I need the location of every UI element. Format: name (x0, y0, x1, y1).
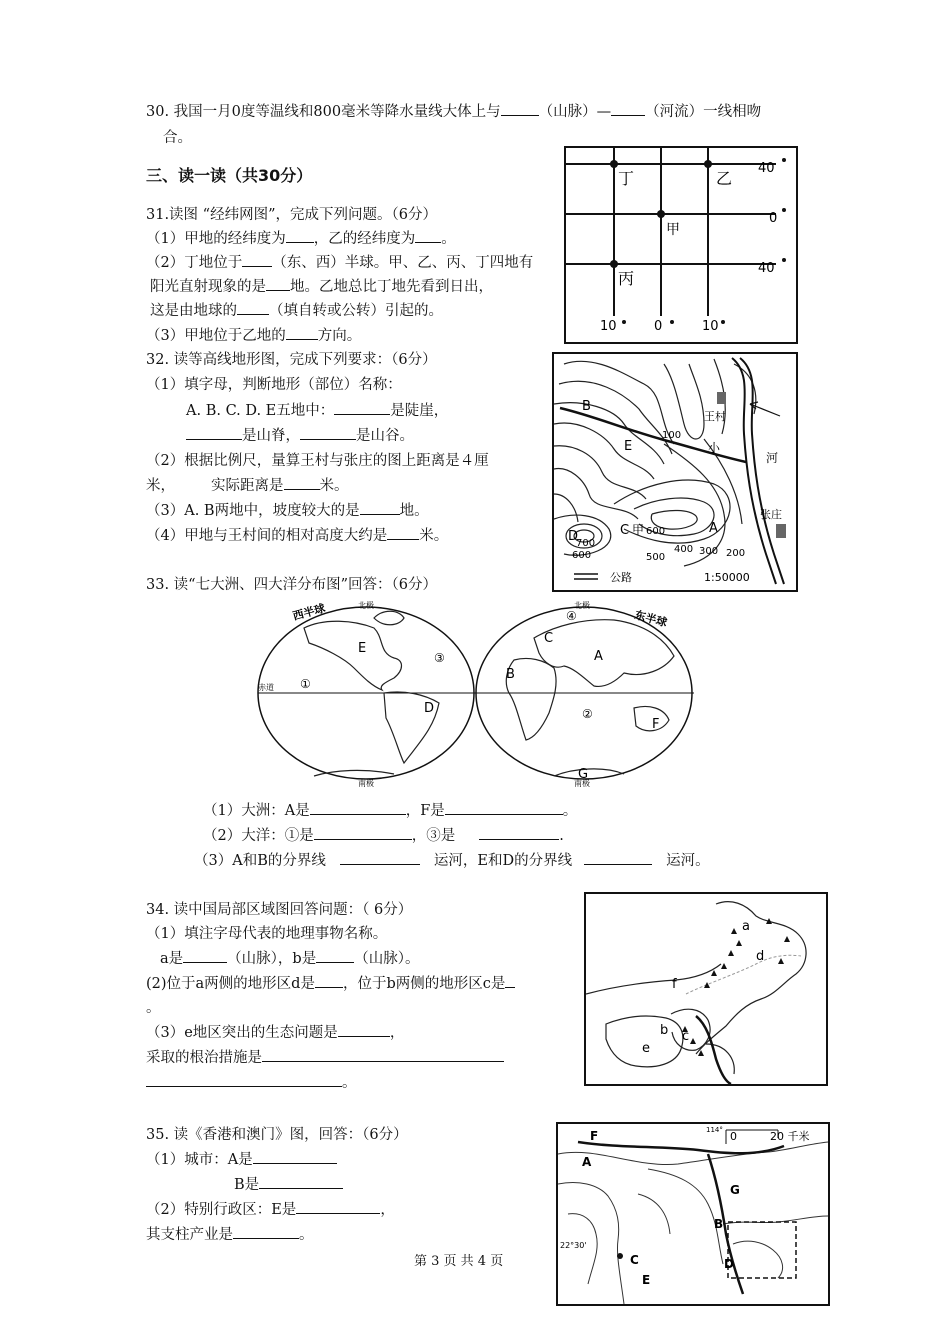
lon-mid: 0 (654, 319, 663, 334)
q34-line7: 。 (146, 1071, 357, 1092)
q31-blank-2[interactable] (415, 228, 441, 243)
contour-600a: 600 (646, 526, 666, 537)
label-south-1: 南极 (358, 779, 374, 788)
zhangzhuang-marker (776, 524, 786, 538)
label-north-2: 北极 (574, 601, 590, 610)
q33-blank-4[interactable] (479, 825, 559, 840)
hk-macau-map (556, 1122, 830, 1306)
label-jia: 甲 (632, 523, 645, 537)
label-A: A (582, 1155, 592, 1169)
q34-line3: (2)位于a两侧的地形区d是 ，位于b两侧的地形区c是 (146, 972, 515, 993)
q31-line4: 这是由地球的 （填自转或公转）引起的。 (150, 299, 443, 320)
label-d: d (756, 949, 765, 964)
q35-line4: 其支柱产业是 。 (146, 1223, 314, 1244)
q33-title: 33. 读“七大洲、四大洋分布图”回答：（6分） (146, 577, 437, 593)
lon-left: 10 (600, 319, 617, 334)
q35-blank-1[interactable] (253, 1149, 337, 1164)
q31-blank-1[interactable] (286, 228, 314, 243)
q32-line4: （2）根据比例尺，量算王村与张庄的图上距离是４厘 (146, 453, 489, 469)
label-E: E (358, 641, 367, 656)
label-C: C (630, 1253, 639, 1267)
label-jia: 甲 (666, 222, 680, 238)
label-F: F (652, 717, 660, 732)
label-G: G (578, 767, 589, 782)
hk-boundary (728, 1222, 796, 1278)
label-bing: 丙 (618, 269, 635, 288)
q35-blank-2[interactable] (259, 1174, 343, 1189)
point-bing (610, 260, 618, 268)
q35-blank-3[interactable] (296, 1199, 380, 1214)
q32-blank-5[interactable] (360, 500, 400, 515)
q30-line2: 合。 (163, 130, 192, 146)
section-heading: 三、读一读（共30分） (146, 166, 313, 185)
china-region-map (584, 892, 828, 1086)
q34-line2: a是 （山脉），b是 （山脉）。 (160, 947, 419, 968)
label-east: 东半球 (633, 608, 669, 630)
q35-line1: （1）城市：A是 (146, 1148, 337, 1169)
point-yi (704, 160, 712, 168)
label-ocean-4: ④ (566, 609, 577, 623)
q32-blank-1[interactable] (334, 400, 390, 415)
legend-road: 公路 (610, 571, 632, 584)
q32-blank-6[interactable] (387, 525, 419, 540)
label-ocean-2: ② (582, 707, 593, 721)
label-e: e (642, 1041, 650, 1056)
contour-700: 700 (576, 538, 596, 549)
label-A: A (594, 649, 603, 664)
q34-blank-7[interactable] (146, 1072, 342, 1087)
label-b: b (660, 1023, 669, 1038)
q33-blank-2[interactable] (445, 800, 563, 815)
q34-line4: 。 (146, 1000, 161, 1016)
lat-top: 40 (758, 161, 775, 176)
q32-blank-4[interactable] (284, 475, 320, 490)
q32-line2: A. B. C. D. E五地中： 是陡崖， (186, 399, 448, 420)
label-E: E (642, 1273, 651, 1287)
q35-blank-4[interactable] (233, 1224, 299, 1239)
q31-blank-6[interactable] (286, 325, 318, 340)
q31-line2: （2）丁地位于 （东、西）半球。甲、乙、丙、丁四地有 (146, 251, 533, 272)
q33-line3: （3）A和B的分界线 运河，E和D的分界线 运河。 (194, 849, 710, 870)
q33-line1: （1）大洲：A是 ，F是 。 (203, 799, 577, 820)
label-he: 河 (766, 451, 779, 465)
label-b: B (582, 399, 591, 414)
q30-blank-1[interactable] (501, 101, 539, 116)
scale-20: 20 千米 (770, 1130, 810, 1143)
q34-blank-1[interactable] (183, 948, 227, 963)
scale-zero: 0 (730, 1130, 737, 1143)
label-B: B (714, 1217, 724, 1231)
q31-line3: 阳光直射现象的是 地。乙地总比丁地先看到日出， (150, 275, 493, 296)
q35-line2: B是 (234, 1173, 343, 1194)
q34-line6: 采取的根治措施是 (146, 1046, 504, 1067)
label-ding: 丁 (618, 169, 635, 188)
lat-bot: 40 (758, 261, 775, 276)
label-c: C (620, 523, 630, 538)
lon-label: 114° (706, 1126, 723, 1134)
q31-blank-5[interactable] (237, 300, 269, 315)
q33-blank-3[interactable] (314, 825, 412, 840)
q34-blank-4[interactable] (505, 973, 515, 988)
contour-500: 500 (646, 552, 666, 563)
q33-line2: （2）大洋：①是 ，③是 . (203, 824, 564, 845)
q31-line5: （3）甲地位于乙地的 方向。 (146, 324, 361, 345)
contour-100: 100 (662, 430, 682, 441)
label-D: D (724, 1257, 734, 1271)
label-c: c (682, 1029, 690, 1044)
label-d: D (568, 529, 579, 544)
label-D: D (424, 701, 435, 716)
page-footer: 第 3 页 共 4 页 (414, 1254, 504, 1269)
q32-line3: 是山脊， 是山谷。 (186, 424, 414, 445)
label-west: 西半球 (291, 601, 327, 623)
label-f: f (672, 977, 677, 992)
q35-title: 35. 读《香港和澳门》图，回答：（6分） (146, 1127, 408, 1143)
label-north-1: 北极 (358, 601, 374, 610)
lon-right: 10 (702, 319, 719, 334)
label-yi: 乙 (716, 169, 733, 188)
contour-300: 300 (699, 546, 719, 557)
q31-title: 31.读图 “经纬网图”，完成下列问题。（6分） (146, 207, 437, 223)
q31-line1: （1）甲地的经纬度为 ，乙的经纬度为 。 (146, 227, 456, 248)
q32-line6: （3）A. B两地中，坡度较大的是 地。 (146, 499, 429, 520)
map-scale: 1:50000 (704, 571, 750, 584)
label-B: B (506, 667, 515, 682)
label-a: a (742, 919, 750, 934)
label-a: A (709, 521, 718, 536)
q34-title: 34. 读中国局部区域图回答问题：（ 6分） (146, 902, 413, 918)
q30-line1: 30. 我国一月0度等温线和800毫米等降水量线大体上与 （山脉）— （河流）一线相吻 (146, 100, 761, 121)
label-ocean-3: ③ (434, 651, 445, 665)
contour-200: 200 (726, 548, 746, 559)
label-ocean-1: ① (300, 677, 311, 691)
q35-line3: （2）特别行政区：E是 ， (146, 1198, 395, 1219)
q34-blank-5[interactable] (338, 1022, 390, 1037)
contour-map (552, 352, 798, 592)
point-ding (610, 160, 618, 168)
label-e: E (624, 439, 633, 454)
q34-blank-6[interactable] (262, 1047, 504, 1062)
q32-line1: （1）填字母，判断地形（部位）名称： (146, 377, 402, 393)
label-south-2: 南极 (574, 779, 590, 788)
q32-blank-2[interactable] (186, 425, 242, 440)
q30-blank-2[interactable] (611, 101, 645, 116)
wangcun-marker (717, 392, 726, 404)
label-F: F (590, 1129, 599, 1143)
label-xiao: 小 (708, 441, 721, 455)
q32-line7: （4）甲地与王村间的相对高度大约是 米。 (146, 524, 448, 545)
contour-600b: 600 (572, 550, 592, 561)
label-equator: 赤道 (258, 683, 274, 692)
q32-blank-3[interactable] (300, 425, 356, 440)
lat-mid: 0 (769, 211, 778, 226)
q32-line5: 米， 实际距离是 米。 (146, 474, 349, 495)
q33-blank-5[interactable] (340, 850, 420, 865)
point-jia (657, 210, 665, 218)
label-wangcun: 王村 (704, 410, 726, 423)
lat-label: 22°30' (560, 1241, 587, 1250)
q33-blank-6[interactable] (584, 850, 652, 865)
q33-blank-1[interactable] (310, 800, 406, 815)
hemisphere-map (254, 598, 698, 788)
graticule-map (564, 146, 798, 344)
label-G: G (730, 1183, 740, 1197)
q32-title: 32. 读等高线地形图，完成下列要求：（6分） (146, 352, 437, 368)
label-zhangzhuang: 张庄 (760, 508, 782, 521)
q34-line5: （3）e地区突出的生态问题是 ， (146, 1021, 404, 1042)
contour-400: 400 (674, 544, 694, 555)
q34-blank-3[interactable] (315, 973, 343, 988)
q34-blank-2[interactable] (316, 948, 354, 963)
q34-line1: （1）填注字母代表的地理事物名称。 (146, 926, 388, 942)
q31-blank-3[interactable] (242, 252, 272, 267)
q31-blank-4[interactable] (266, 276, 290, 291)
label-C: C (544, 631, 554, 646)
